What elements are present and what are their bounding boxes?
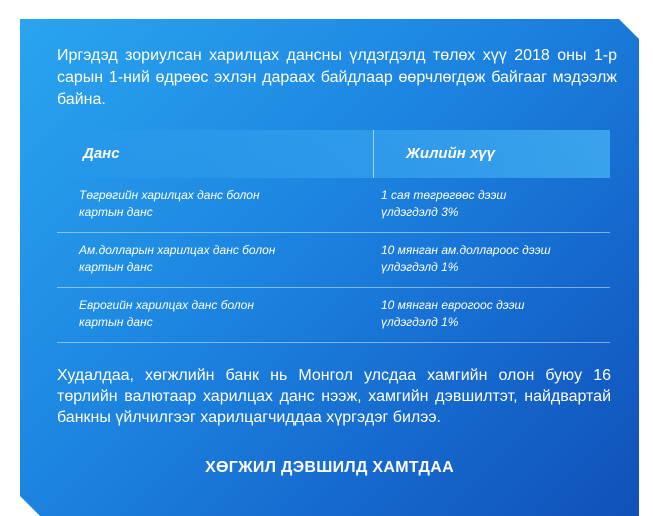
table-header	[57, 130, 610, 178]
account-cell	[57, 288, 347, 342]
card-corner-cut-top	[619, 19, 639, 39]
account-line: Ам.долларын харилцах данс болон	[79, 243, 276, 257]
slogan: ХӨГЖИЛ ДЭВШИЛД ХАМТДАА	[205, 459, 454, 476]
account-line: картын данс	[79, 205, 153, 219]
interest-rate-table	[57, 130, 610, 343]
account-cell	[57, 178, 347, 232]
rate-cell	[347, 288, 610, 342]
account-line: картын данс	[79, 260, 153, 274]
account-line: Төгрөгийн харилцах данс болон	[79, 188, 260, 202]
info-card	[20, 19, 639, 516]
rate-cell	[347, 233, 610, 287]
card-corner-cut-bottom	[20, 496, 40, 516]
outro-paragraph: Худалдаа, хөгжлийн банк нь Монгол улсдаа хамгийн олон буюу 16 төрлийн валютаар харилцах данс нээж, хамгийн дэвшилтэт, найдвартай банкны үйлчилгээг харилцагчиддаа хүргэдэг билээ.	[57, 367, 611, 426]
rate-line: 10 мянган ам.доллароос дээш	[381, 243, 551, 257]
account-cell	[57, 233, 347, 287]
intro-paragraph: Иргэдэд зориулсан харилцах дансны үлдэгдэлд төлөх хүү 2018 оны 1-р сарын 1-ний өдрөөс эхлэн дараах байдлаар өөрчлөгдөж байгааг мэдээлж байна.	[57, 47, 617, 108]
rate-line: үлдэгдэлд 3%	[381, 205, 459, 219]
rate-line: үлдэгдэлд 1%	[381, 260, 459, 274]
account-line: картын данс	[79, 315, 153, 329]
table-row	[57, 233, 610, 288]
rate-line: 1 сая төгрөгөөс дээш	[381, 188, 507, 202]
rate-line: 10 мянган еврогоос дээш	[381, 298, 525, 312]
rate-cell	[347, 178, 610, 232]
rate-line: үлдэгдэлд 1%	[381, 315, 459, 329]
header-annual-rate: Жилийн хүү	[406, 145, 495, 162]
table-row	[57, 178, 610, 233]
table-row	[57, 288, 610, 343]
header-account: Данс	[57, 130, 374, 178]
account-line: Еврогийн харилцах данс болон	[79, 298, 254, 312]
